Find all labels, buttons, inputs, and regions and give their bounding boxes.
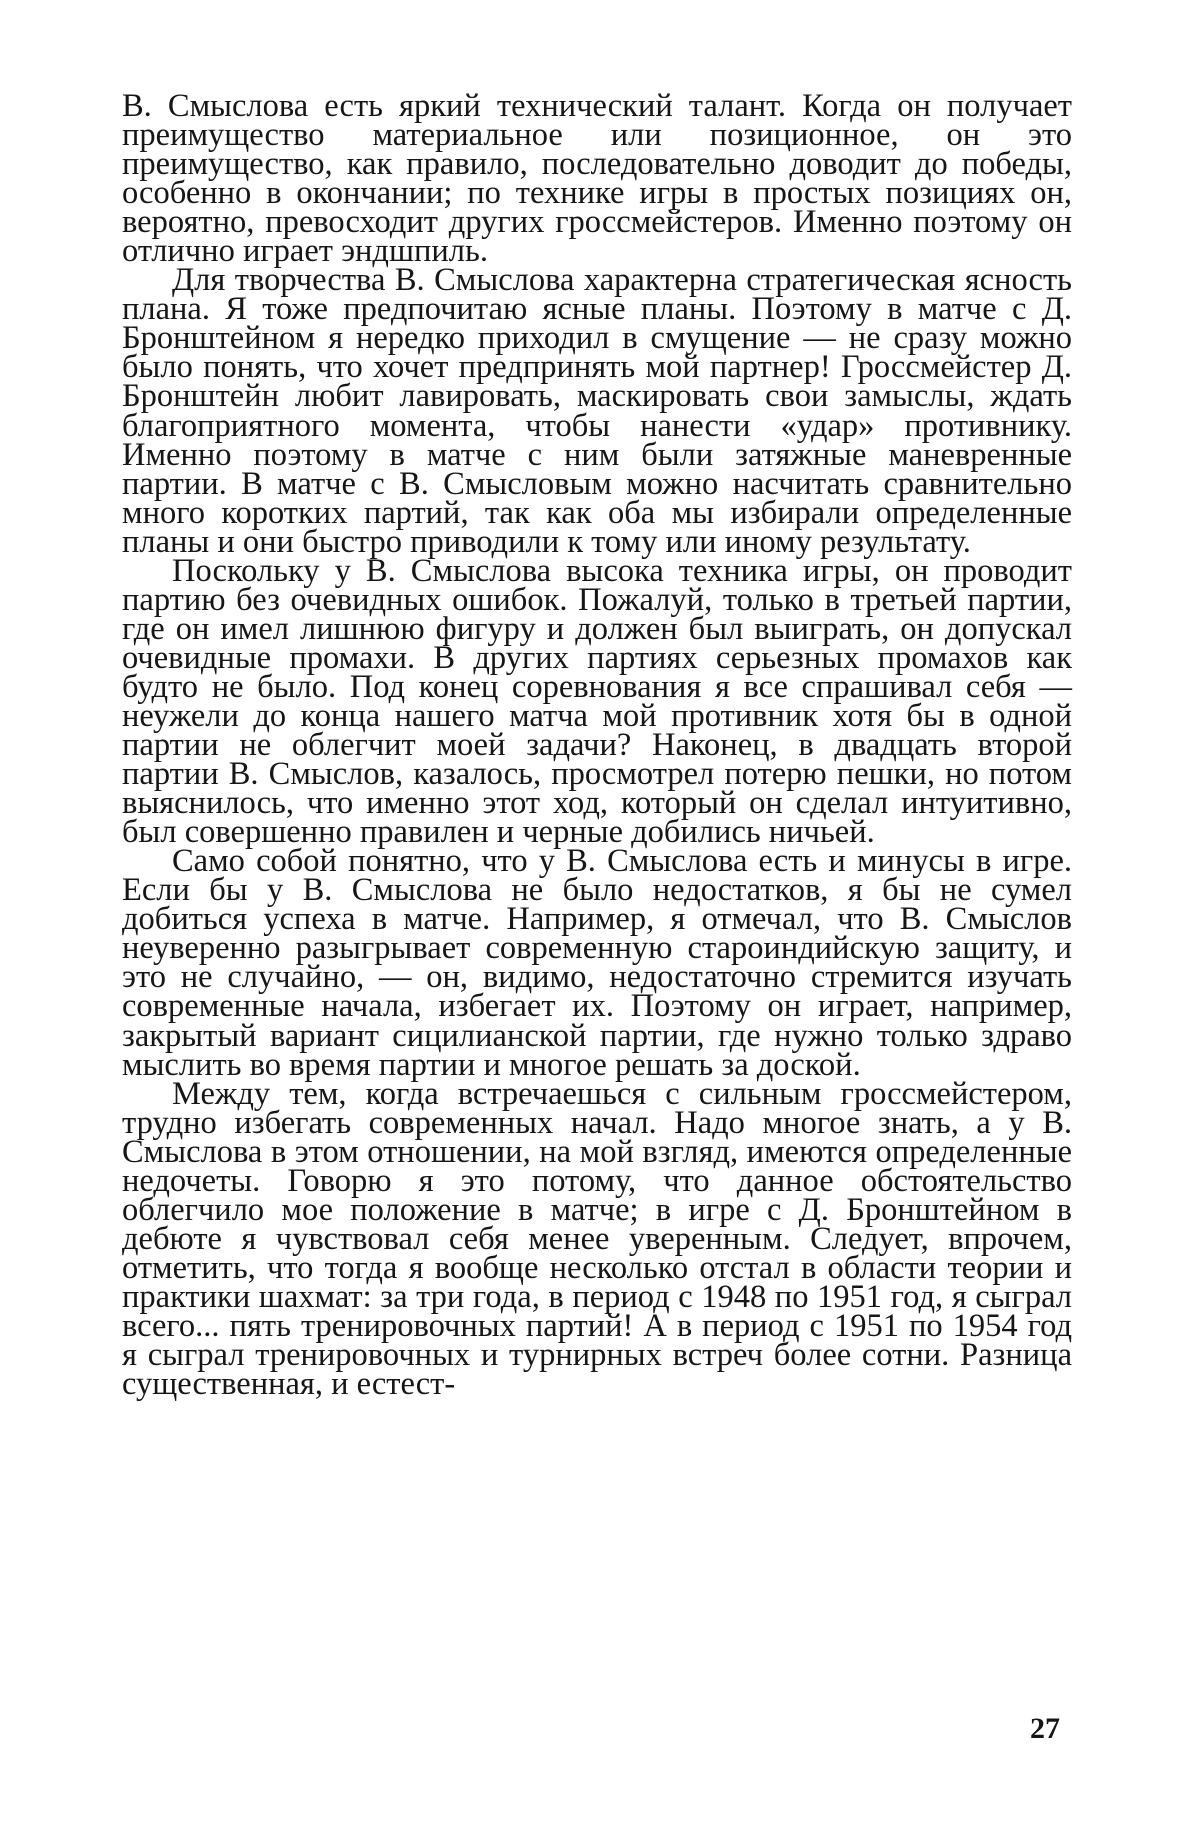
paragraph-2: Для творчества В. Смыслова характерна стратегическая ясность плана. Я тоже предпочитаю ясные планы. Поэтому в матче с Д. Бронштейном я нередко приходил в смущение — не сразу можно было понять, что хочет предпринять мой партнер! Гроссмейстер Д. Бронштейн любит лавировать, маскировать свои замыслы, ждать благоприятного момента, чтобы нанести «удар» противнику. Именно поэтому в матче с ним были затяжные маневренные партии. В матче с В. Смысловым можно насчитать сравнительно много коротких партий, так как оба мы избирали определенные планы и они быстро приводили к тому или иному результату. <box>122 262 1072 560</box>
paragraph-4: Само собой понятно, что у В. Смыслова есть и минусы в игре. Если бы у В. Смыслова не было недостатков, я бы не сумел добиться успеха в матче. Например, я отмечал, что В. Смыслов неуверенно разыгрывает современную староиндийскую защиту, и это не случайно, — он, видимо, недостаточно стремится изучать современные начала, избегает их. Поэтому он играет, например, закрытый вариант сицилианской партии, где нужно только здраво мыслить во время партии и многое решать за доской. <box>122 843 1072 1083</box>
paragraph-5: Между тем, когда встречаешься с сильным гроссмейстером, трудно избегать современных начал. Надо многое знать, а у В. Смыслова в этом отношении, на мой взгляд, имеются определенные недочеты. Говорю я это потому, что данное обстоятельство облегчило мое положение в матче; в игре с Д. Бронштейном в дебюте я чувствовал себя менее уверенным. Следует, впрочем, отметить, что тогда я вообще несколько отстал в области теории и практики шахмат: за три года, в период с 1948 по 1951 год, я сыграл всего... пять тренировочных партий! А в период с 1951 по 1954 год я сыграл тренировочных и турнирных встреч более сотни. Разница существенная, и естест- <box>122 1075 1072 1403</box>
page-body <box>122 88 1072 1403</box>
paragraph-1: В. Смыслова есть яркий технический талант. Когда он получает преимущество материальное или позиционное, он это преимущество, как правило, последовательно доводит до победы, особенно в окончании; по технике игры в простых позициях он, вероятно, превосходит других гроссмейстеров. Именно поэтому он отлично играет эндшпиль. <box>122 88 1072 270</box>
page-number: 27 <box>1030 1712 1060 1745</box>
paragraph-3: Поскольку у В. Смыслова высока техника игры, он проводит партию без очевидных ошибок. Пожалуй, только в третьей партии, где он имел лишнюю фигуру и должен был выиграть, он допускал очевидные промахи. В других партиях серьезных промахов как будто не было. Под конец соревнования я все спрашивал себя — неужели до конца нашего матча мой противник хотя бы в одной партии не облегчит моей задачи? Наконец, в двадцать второй партии В. Смыслов, казалось, просмотрел потерю пешки, но потом выяснилось, что именно этот ход, который он сделал интуитивно, был совершенно правилен и черные добились ничьей. <box>122 552 1072 851</box>
